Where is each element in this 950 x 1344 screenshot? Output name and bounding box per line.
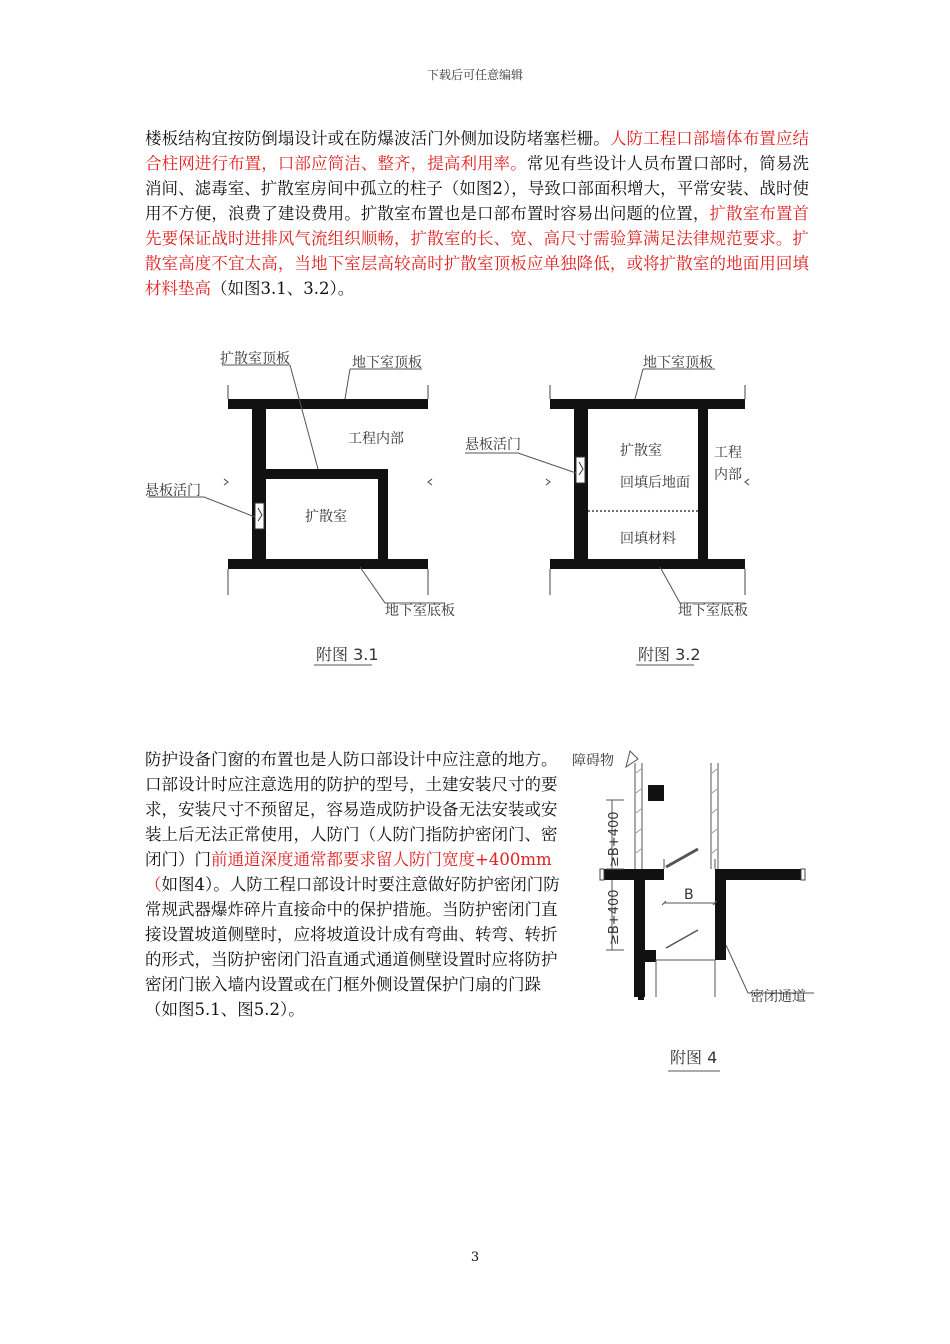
fig4-label-channel: 密闭通道 bbox=[750, 989, 806, 1005]
text-span: 防护设备门窗的布置也是人防口部设计中应注意的地方。口部设计时应注意选用的防护的型号，土建安装尺寸的要求，安装尺寸不预留足，容易造成防护设备无法安装或安装上后无法正常使用，人防门（人防门指防护密闭门、密闭门）门 bbox=[145, 750, 558, 869]
fig31-label-left: 悬板活门 bbox=[145, 483, 201, 499]
text-span: 常见有些设计人员布置口部时，简易洗消间、滤毒室、扩散室房间中孤立的柱子（如图2），导致口部面积增大，平常安装、战时使用不方便，浪费了建设费用。扩散室布置也是口部布置时容易出问题的位置， bbox=[145, 154, 810, 223]
fig31-caption: 附图 3.1 bbox=[316, 645, 379, 664]
fig32-caption: 附图 3.2 bbox=[638, 645, 701, 664]
fig32-label-fill: 回填材料 bbox=[620, 531, 676, 547]
fig32-label-fill-ground: 回填后地面 bbox=[620, 475, 690, 491]
fig31-label-bottom: 地下室底板 bbox=[385, 603, 455, 619]
fig31-label-inner: 工程内部 bbox=[348, 431, 404, 447]
fig31-label-top-right: 地下室顶板 bbox=[352, 355, 422, 371]
figure-3-1 bbox=[140, 345, 455, 675]
figure-4 bbox=[570, 745, 830, 1085]
text-span: （如图3.1、3.2）。 bbox=[211, 279, 355, 298]
figure-3-2 bbox=[460, 345, 760, 675]
fig4-caption: 附图 4 bbox=[670, 1048, 718, 1067]
paragraph-diffusion-room bbox=[145, 126, 809, 301]
page-number: 3 bbox=[470, 1250, 480, 1265]
paragraph-protective-doors bbox=[145, 747, 565, 1022]
fig32-label-top: 地下室顶板 bbox=[643, 355, 713, 371]
fig31-label-room: 扩散室 bbox=[305, 509, 347, 525]
fig31-label-top-left: 扩散室顶板 bbox=[220, 351, 290, 367]
highlighted-text-span: 扩散室布置首先要保证战时进排风气流组织顺畅，扩散室的长、宽、高尺寸需验算满足法律规范要求。扩散室高度不宜太高，当地下室层高较高时扩散室顶板应单独降低，或将扩散室的地面用回填材料垫高 bbox=[145, 204, 810, 298]
fig32-label-right-2: 内部 bbox=[714, 467, 742, 483]
fig32-label-bottom: 地下室底板 bbox=[678, 603, 748, 619]
highlighted-text-span: 前通道深度通常都要求留人防门宽度+400mm（ bbox=[145, 850, 552, 894]
fig4-dim-b: B bbox=[684, 887, 694, 903]
fig4-label-obstacle: 障碍物 bbox=[572, 753, 614, 769]
text-span: 如图4）。人防工程口部设计时要注意做好防护密闭门防常规武器爆炸碎片直接命中的保护措施。当防护密闭门直接设置坡道侧壁时，应将坡道设计成有弯曲、转弯、转折的形式，当防护密闭门沿直通式通道侧壁设置时应将防护密闭门嵌入墙内设置或在门框外侧设置保护门扇的门跺（如图5.1、图5.2）。 bbox=[145, 875, 560, 1019]
fig32-label-right-1: 工程 bbox=[714, 445, 742, 461]
text-span: 楼板结构宜按防倒塌设计或在防爆波活门外侧加设防堵塞栏栅。 bbox=[145, 129, 610, 148]
fig4-dim-bottom: ≥B+400 bbox=[607, 889, 622, 945]
page-header: 下载后可任意编辑 bbox=[426, 68, 523, 82]
fig32-label-left: 悬板活门 bbox=[465, 437, 521, 453]
fig32-label-room: 扩散室 bbox=[620, 443, 662, 459]
fig4-dim-top: ≥B+400 bbox=[607, 811, 622, 867]
highlighted-text-span: 人防工程口部墙体布置应结合柱网进行布置，口部应简洁、整齐，提高利用率。 bbox=[145, 129, 810, 173]
